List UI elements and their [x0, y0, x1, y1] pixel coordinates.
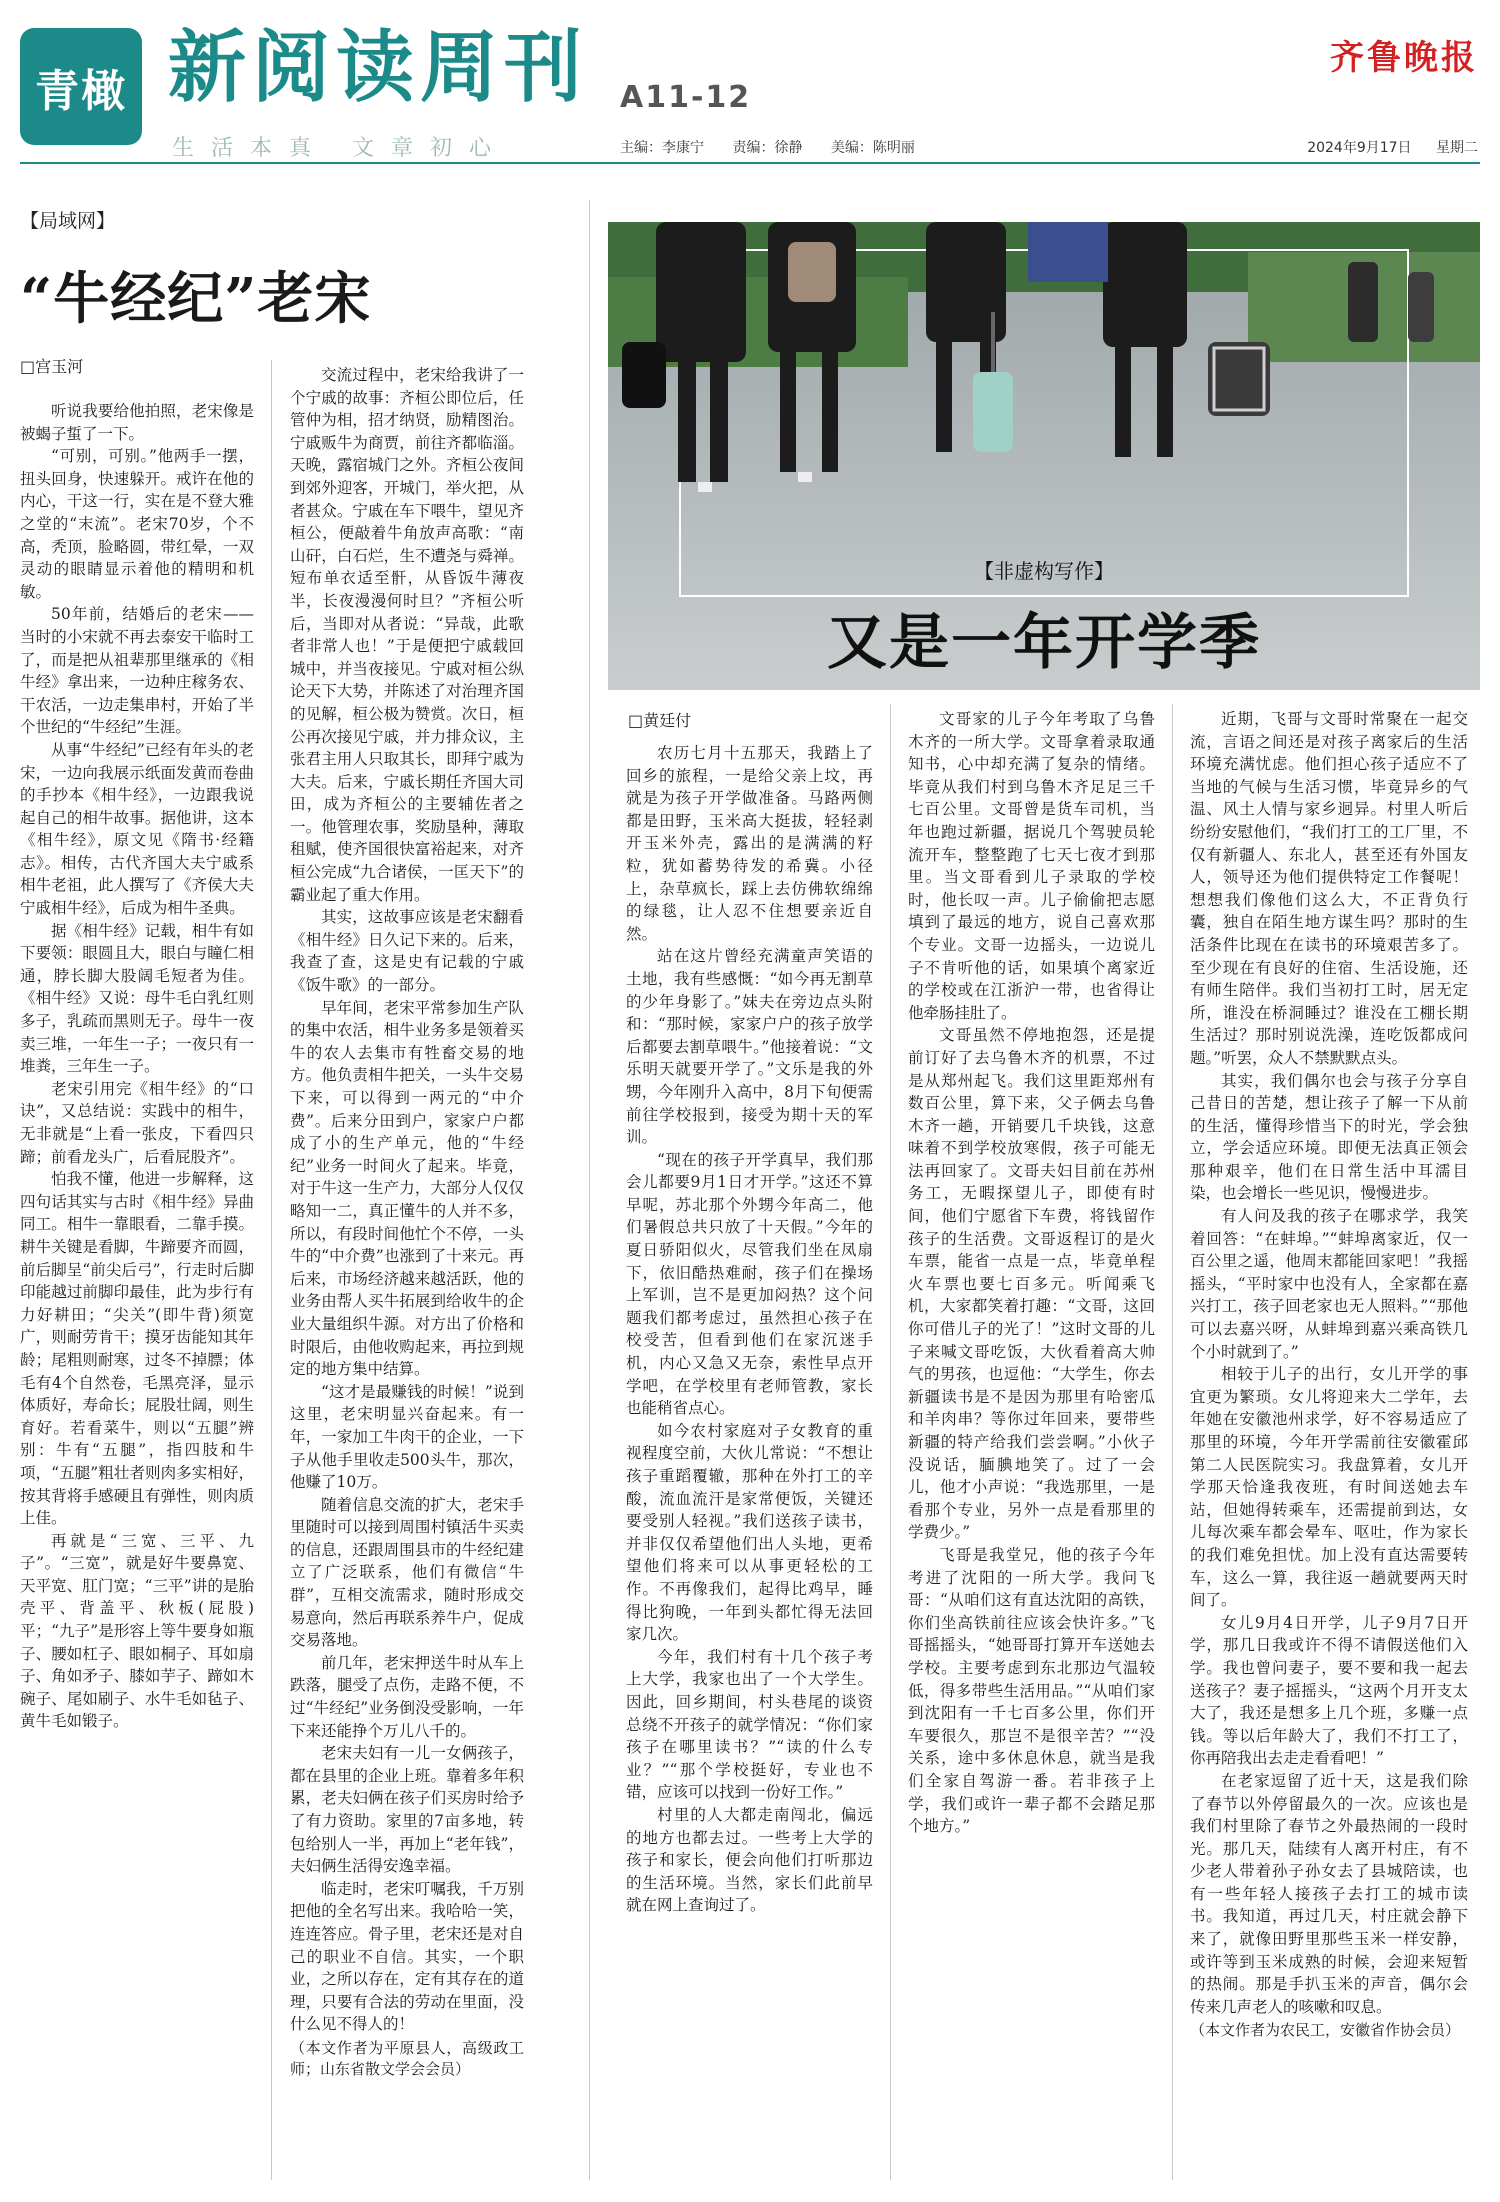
paragraph: 文哥家的儿子今年考取了乌鲁木齐的一所大学。文哥拿着录取通知书，心中却充满了复杂的情绪。毕竟从我们村到乌鲁木齐足足三千七百公里。文哥曾是货车司机，当年也跑过新疆，据说几个驾驶员轮流开车，整整跑了七天七夜才到那里。当文哥看到儿子录取的学校时，他长叹一声。儿子偷偷把志愿填到了最远的地方，说自己喜欢那个专业。文哥一边摇头，一边说儿子不肯听他的话，如果填个离家近的学校或在江浙沪一带，也省得让他牵肠挂肚了。	[908, 710, 1155, 1022]
paragraph: 再就是“三宽、三平、九子”。“三宽”，就是好牛要鼻宽、天平宽、肛门宽；“三平”讲的是胎壳平、背盖平、秋板(屁股)平；“九子”是形容上等牛要身如瓶子、腰如杠子、眼如桐子、耳如扇子、角如矛子、膝如芋子、蹄如木碗子、尾如刷子、水牛毛如毡子、黄牛毛如锻子。	[20, 1531, 254, 1731]
dateline	[1287, 137, 1478, 157]
article1-column-2	[290, 364, 524, 2182]
paragraph: 其实，这故事应该是老宋翻看《相牛经》日久记下来的。后来，我查了查，这是史有记载的宁戚《饭牛歌》的一部分。	[290, 908, 524, 995]
column-divider	[1172, 704, 1173, 2180]
paragraph: 文哥虽然不停地抱怨，还是提前订好了去乌鲁木齐的机票，不过是从郑州起飞。我们这里距郑州有数百公里，算下来，父子俩去乌鲁木齐一趟，开销要几千块钱，这意味着不到学校放寒假，孩子可能无法再回家了。文哥夫妇目前在苏州务工，无暇探望儿子，即使有时间，他们宁愿省下车费，将钱留作孩子的生活费。文哥返程订的是火车票，能省一点是一点，毕竟单程火车票也要七百多元。听闻乘飞机，大家都笑着打趣：“文哥，这回你可借儿子的光了！”这时文哥的儿子来喊文哥吃饭，大伙看着高大帅气的男孩，也逗他：“大学生，你去新疆读书是不是因为那里有哈密瓜和羊肉串？等你过年回来，要带些新疆的特产给我们尝尝啊。”小伙子没说话，腼腆地笑了。过了一会儿，他才小声说：“我选那里，一是看那个专业，另外一点是看那里的学费少。”	[908, 1026, 1155, 1542]
paragraph: 站在这片曾经充满童声笑语的土地，我有些感慨：“如今再无割草的少年身影了。”妹夫在旁边点头附和：“那时候，家家户户的孩子放学后都要去割草喂牛。”他接着说：“文乐明天就要开学了。”文乐是我的外甥，今年刚升入高中，8月下旬便需前往学校报到，接受为期十天的军训。	[626, 947, 873, 1147]
paragraph: 从事“牛经纪”已经有年头的老宋，一边向我展示纸面发黄而卷曲的手抄本《相牛经》，一边跟我说起自己的相牛故事。据他讲，这本《相牛经》，原文见《隋书·经籍志》。相传，古代齐国大夫宁戚系相牛老祖，此人撰写了《齐侯大夫宁戚相牛经》，后成为相牛圣典。	[20, 740, 254, 918]
paragraph: 老宋引用完《相牛经》的“口诀”，又总结说：实践中的相牛，无非就是“上看一张皮，下看四只蹄；前看龙头广，后看屁股齐”。	[20, 1079, 254, 1166]
paragraph: “现在的孩子开学真早，我们那会儿都要9月1日才开学。”这还不算早呢，苏北那个外甥今年高二，他们暑假总共只放了十天假。”今年的夏日骄阳似火，尽管我们坐在凤扇下，依旧酷热难耐，孩子们在操场上军训，岂不是更加闷热？这个问题我们都考虑过，虽然担心孩子在校受苦，但看到他们在家沉迷手机，内心又急又无奈，索性早点开学吧，在学校里有老师管教，家长也能稍省点心。	[626, 1150, 873, 1418]
paragraph: 随着信息交流的扩大，老宋手里随时可以接到周围村镇活牛买卖的信息，还跟周围县市的牛经纪建立了广泛联系，他们有微信“牛群”，互相交流需求，随时形成交易意向，然后再联系养牛户，促成交易落地。	[290, 1495, 524, 1650]
paragraph: 据《相牛经》记载，相牛有如下要领：眼圆且大，眼白与瞳仁相通，脖长脚大股阔毛短者为佳。《相牛经》又说：母牛毛白乳红则多子，乳疏而黑则无子。母牛一夜卖三堆，一年生一子；一夜只有一堆粪，三年生一子。	[20, 921, 254, 1076]
chief-editor: 主编：李康宁	[620, 140, 704, 156]
paragraph: “这才是最赚钱的时候！”说到这里，老宋明显兴奋起来。有一年，一家加工牛肉干的企业，一下子从他手里收走500头牛，那次，他赚了10万。	[290, 1382, 524, 1492]
article2-section-label: 【非虚构写作】	[974, 559, 1114, 583]
paragraph: 早年间，老宋平常参加生产队的集中农活，相牛业务多是领着买牛的农人去集市有牲畜交易的地方。他负责相牛把关，一头牛交易下来，可以得到一两元的“中介费”。后来分田到户，家家户户都成了小的生产单元，他的“牛经纪”业务一时间火了起来。毕竟，对于牛这一生产力，大部分人仅仅略知一二，真正懂牛的人并不多，所以，有段时间他忙个不停，一头牛的“中介费”也涨到了十来元。再后来，市场经济越来越活跃，他的业务由帮人买牛拓展到给收牛的企业大量组织牛源。对方出了价格和时限后，由他收购起来，再拉到规定的地方集中结算。	[290, 998, 524, 1379]
article1-column-1	[20, 400, 254, 2182]
article2-headline: 又是一年开学季	[827, 608, 1261, 678]
paragraph: 有人问及我的孩子在哪求学，我笑着回答：“在蚌埠。”“蚌埠离家近，仅一百公里之遥，他周末都能回家吧！”我摇摇头，“平时家中也没有人，全家都在嘉兴打工，孩子回老家也无人照料。”“那他可以去嘉兴呀，从蚌埠到嘉兴乘高铁几个小时就到了。”	[1190, 1207, 1468, 1361]
masthead-rule	[20, 162, 1480, 164]
paragraph: “可别，可别。”他两手一摆，扭头回身，快速躲开。戒许在他的内心，干这一行，实在是不登大雅之堂的“末流”。老宋70岁，个不高，秃顶，脸略圆，带红晕，一双灵动的眼睛显示着他的精明和机敏。	[20, 447, 254, 601]
paragraph: 农历七月十五那天，我踏上了回乡的旅程，一是给父亲上坟，再就是为孩子开学做准备。马路两侧都是田野，玉米高大挺拔，轻轻剥开玉米外壳，露出的是满满的籽粒，犹如蓄势待发的希冀。小径上，杂草疯长，踩上去仿佛软绵绵的绿毯，让人忍不住想要亲近自然。	[626, 744, 873, 943]
paragraph: 相较于儿子的出行，女儿开学的事宜更为繁琐。女儿将迎来大二学年，去年她在安徽池州求学，好不容易适应了那里的环境，今年开学需前往安徽霍邱第二人民医院实习。我盘算着，女儿开学那天恰逢我夜班，有时间送她去车站，但她得转乘车，还需提前到达，女儿每次乘车都会晕车、呕吐，作为家长的我们难免担忧。加上没有直达需要转车，这么一算，我往返一趟就要两天时间了。	[1190, 1365, 1468, 1610]
paragraph: 近期，飞哥与文哥时常聚在一起交流，言语之间还是对孩子离家后的生活环境充满忧虑。他们担心孩子适应不了当地的气候与生活习惯，毕竟异乡的气温、风土人情与家乡迥异。村里人听后纷纷安慰他们，“我们打工的工厂里，不仅有新疆人、东北人，甚至还有外国友人，领导还为他们提供特定工作餐呢！想想我们像他们这么大，不正背负行囊，独自在陌生地方谋生吗？那时的生活条件比现在在读书的环境艰苦多了。至少现在有良好的住宿、生活设施，还有师生陪伴。我们当初打工时，居无定所，谁没在桥洞睡过？谁没在工棚长期生活过？那时别说洗澡，连吃饭都成问题。”听罢，众人不禁默默点头。	[1190, 710, 1468, 1067]
newspaper-brand: 齐鲁晚报	[1330, 38, 1478, 78]
author-note: （本文作者为农民工，安徽省作协会员）	[1190, 2021, 1461, 2040]
paragraph: 女儿9月4日开学，儿子9月7日开学，那几日我或许不得不请假送他们入学。我也曾问妻子，要不要和我一起去送孩子？妻子摇摇头，“这两个月开支太大了，我还是想多上几个班，多赚一点钱。等以后年龄大了，我们不打工了，你再陪我出去走走看看吧！”	[1190, 1613, 1468, 1768]
column-divider	[890, 704, 891, 2180]
art-editor: 美编：陈明丽	[830, 140, 915, 156]
paragraph: 老宋夫妇有一儿一女俩孩子，都在县里的企业上班。靠着多年积累，老夫妇俩在孩子们买房时给予了有力资助。家里的7亩多地，转包给别人一半，再加上“老年钱”，夫妇俩生活得安逸幸福。	[290, 1744, 524, 1876]
article1-headline: “牛经纪”老宋	[20, 266, 372, 332]
paragraph: 今年，我们村有十几个孩子考上大学，我家也出了一个大学生。因此，回乡期间，村头巷尾的谈资总绕不开孩子的就学情况：“你们家孩子在哪里读书？”“读的什么专业？”“那个学校挺好，专业也不错，应该可以找到一份好工作。”	[626, 1647, 873, 1802]
paragraph: 50年前，结婚后的老宋——当时的小宋就不再去泰安干临时工了，而是把从祖辈那里继承的《相牛经》拿出来，一边种庄稼务农、干农活，一边走集串村，开始了半个世纪的“牛经纪”生涯。	[20, 605, 254, 737]
author-note: （本文作者为平原县人，高级政工师；山东省散文学会会员）	[290, 2038, 524, 2078]
slogan: 生活本真 文章初心	[172, 136, 508, 161]
paragraph: 如今农村家庭对子女教育的重视程度空前，大伙儿常说：“不想让孩子重蹈覆辙，那种在外打工的辛酸，流血流汗是家常便饭，关键还要受别人轻视。”我们送孩子读书，并非仅仅希望他们出人头地，更希望他们将来可以从事更轻松的工作。不再像我们，起得比鸡早，睡得比狗晚，一年到头都忙得无法回家几次。	[626, 1421, 873, 1644]
article2-byline: □黄廷付	[628, 711, 692, 730]
paragraph: 其实，我们偶尔也会与孩子分享自己昔日的苦楚，想让孩子了解一下从前的生活，懂得珍惜当下的时光，学会独立，学会适应环境。即便无法真正领会那种艰辛，他们在日常生活中耳濡目染，也会增长一些见识，慢慢进步。	[1190, 1071, 1468, 1203]
section-divider	[589, 200, 590, 2180]
article1-byline: □宫玉河	[20, 357, 84, 376]
paragraph: 在老家逗留了近十天，这是我们除了春节以外停留最久的一次。应该也是我们村里除了春节之外最热闹的一段时光。那几天，陆续有人离开村庄，有不少老人带着孙子孙女去了县城陪读，也有一些年轻人接孩子去打工的城市读书。我知道，再过几天，村庄就会静下来了，就像田野里那些玉米一样安静，或许等到玉米成熟的时候，会迎来短暂的热闹。那是手扒玉米的声音，偶尔会传来几声老人的咳嗽和叹息。	[1190, 1771, 1468, 2016]
paragraph: 怕我不懂，他进一步解释，这四句话其实与古时《相牛经》异曲同工。相牛一靠眼看，二靠手摸。耕牛关键是看脚，牛蹄要齐而圆，前后脚呈“前尖后弓”，行走时后脚印能越过前脚印最佳，此为步行有力好耕田；“尖关”(即牛背)须宽广，则耐劳肯干；摸牙齿能知其年龄；尾粗则耐寒，过冬不掉膘；体毛有4个自然卷，毛黑亮泽，显示体质好，寿命长；屁股壮阔，则生育好。若看菜牛，则以“五腿”辨别：牛有“五腿”，指四肢和牛项，“五腿”粗壮者则肉多实相好，按其背将手感硬且有弹性，则肉质上佳。	[20, 1170, 254, 1528]
column-divider	[271, 360, 272, 2180]
paragraph: 交流过程中，老宋给我讲了一个宁戚的故事：齐桓公即位后，任管仲为相，招才纳贤，励精图治。宁戚贩牛为商贾，前往齐都临淄。天晚，露宿城门之外。齐桓公夜间到郊外迎客，开城门，举火把，从者甚众。宁戚在车下喂牛，望见齐桓公，便敲着牛角放声高歌：“南山矸，白石烂，生不遭尧与舜禅。短布单衣适至骭，从昏饭牛薄夜半，长夜漫漫何时旦？”齐桓公听后，当即对从者说：“异哉，此歌者非常人也！”于是便把宁戚载回城中，并当夜接见。宁戚对桓公纵论天下大势，并陈述了对治理齐国的见解，桓公极为赞赏。次日，桓公再次接见宁戚，并力排众议，主张君主用人只取其长，即拜宁戚为大夫。后来，宁戚长期任齐国大司田，成为齐桓公的主要辅佐者之一。他管理农事，奖励垦种，薄取租赋，使齐国很快富裕起来，对齐桓公完成“九合诸侯，一匡天下”的霸业起了重大作用。	[290, 366, 524, 904]
supplement-title: 新阅读周刊	[168, 23, 589, 113]
paragraph: 临走时，老宋叮嘱我，千万别把他的全名写出来。我哈哈一笑，连连答应。骨子里，老宋还是对自己的职业不自信。其实，一个职业，之所以存在，定有其存在的道理，只要有合法的劳动在里面，没什么见不得人的！	[290, 1879, 524, 2034]
page-number: A11-12	[620, 80, 752, 115]
article2-column-3	[1190, 708, 1468, 2182]
issue-weekday: 星期二	[1436, 140, 1478, 156]
paragraph: 听说我要给他拍照，老宋像是被蝎子蜇了一下。	[20, 402, 254, 443]
paragraph: 前几年，老宋押送牛时从车上跌落，腿受了点伤，走路不便，不过“牛经纪”业务倒没受影响，一年下来还能挣个万儿八千的。	[290, 1653, 524, 1740]
paragraph: 村里的人大都走南闯北，偏远的地方也都去过。一些考上大学的孩子和家长，便会向他们打听那边的生活环境。当然，家长们此前早就在网上查询过了。	[626, 1805, 873, 1915]
responsible-editor: 责编：徐静	[732, 140, 803, 156]
editor-credits	[620, 137, 933, 157]
qinggan-logo: 青橄	[20, 28, 142, 145]
paragraph: 飞哥是我堂兄，他的孩子今年考进了沈阳的一所大学。我问飞哥：“从咱们这有直达沈阳的高铁，你们坐高铁前往应该会快许多。”飞哥摇摇头，“她哥哥打算开车送她去学校。主要考虑到东北那边气温较低，得多带些生活用品。”“从咱们家到沈阳有一千七百多公里，你们开车要很久，那岂不是很辛苦？”“没关系，途中多休息休息，就当是我们全家自驾游一番。若非孩子上学，我们或许一辈子都不会踏足那个地方。”	[908, 1545, 1155, 1836]
article2-column-1	[626, 742, 873, 2182]
issue-date: 2024年9月17日	[1307, 140, 1412, 156]
article1-section-label: 【局域网】	[20, 210, 116, 232]
article2-column-2	[908, 708, 1155, 2182]
